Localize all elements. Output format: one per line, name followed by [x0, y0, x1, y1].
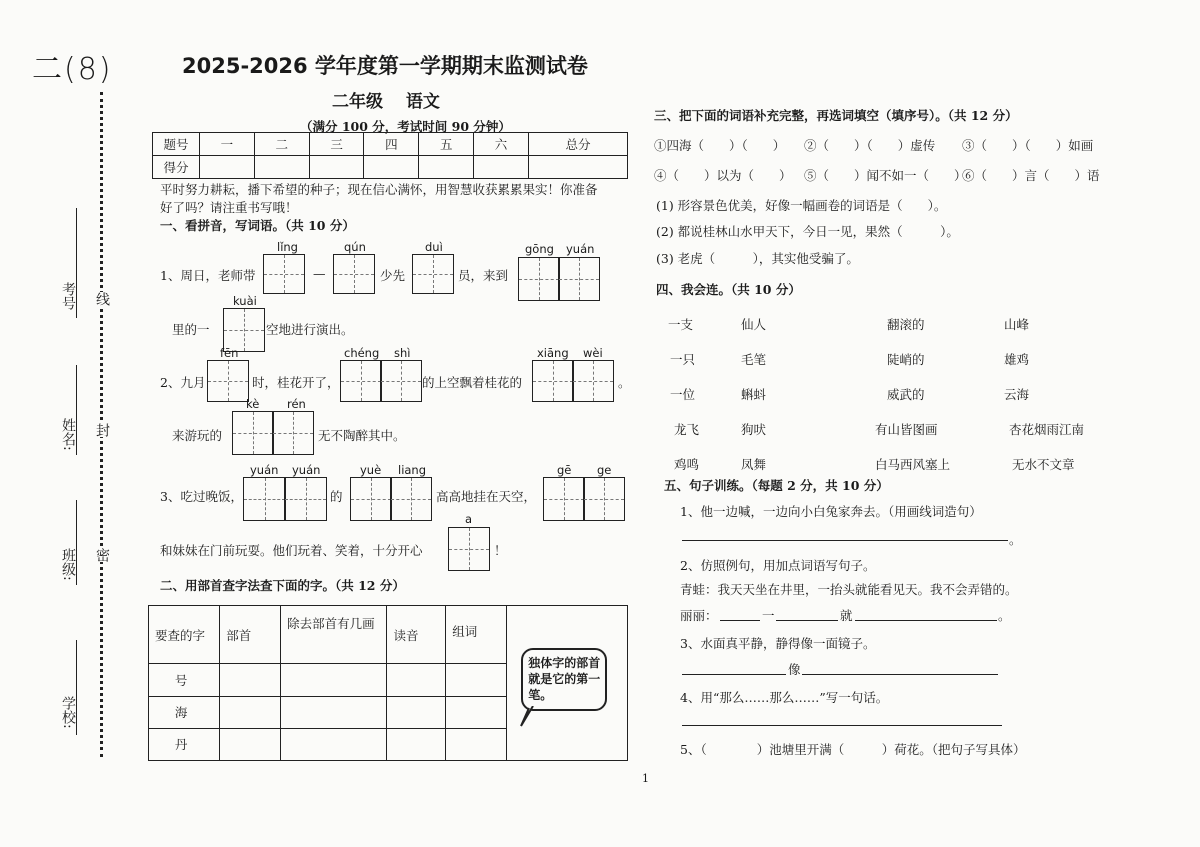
sec3-q1: (1) 形容景色优美，好像一幅画卷的词语是（ ）。	[656, 198, 947, 213]
lookup-header-cell: 要查的字	[149, 606, 220, 664]
tianzige-box[interactable]	[333, 254, 375, 294]
intro-line-1: 平时努力耕耘，播下希望的种子；现在信心满怀，用智慧收获累累果实！你准备	[160, 182, 598, 197]
idiom-5: ⑤（ ）闻不如一（ ）	[804, 168, 967, 183]
score-header-cell: 三	[309, 133, 364, 156]
label-xuexiao: 学校:	[60, 696, 76, 729]
q1-text-c: 员，来到	[458, 268, 509, 283]
pinyin: gē	[557, 463, 572, 477]
score-label-cell: 得分	[153, 156, 200, 179]
sec5-q1-period: 。	[1009, 532, 1022, 547]
lookup-header-row	[149, 606, 628, 664]
sec5-q2: 2、仿照例句，用加点词语写句子。	[680, 558, 876, 573]
match-col1-item[interactable]: 鸡鸣	[674, 457, 700, 472]
pinyin: liang	[398, 463, 427, 477]
pinyin: ge	[597, 463, 612, 477]
grade-subject: 二年级 语文	[332, 92, 440, 112]
q3-text-e: ！	[494, 543, 507, 558]
pinyin: wèi	[583, 346, 603, 360]
pinyin: a	[465, 512, 473, 526]
q1-text-b: 少先	[380, 268, 406, 283]
lookup-answer-cell[interactable]	[446, 696, 507, 728]
speech-bubble-text: 独体字的部首就是它的第一笔。	[528, 656, 601, 703]
score-header-cell: 四	[364, 133, 419, 156]
score-table	[152, 132, 628, 179]
tianzige-box[interactable]	[572, 360, 614, 402]
match-col4-item[interactable]: 无水不文章	[1012, 457, 1075, 472]
lookup-answer-cell[interactable]	[281, 728, 387, 760]
q2-text-e: 来游玩的	[172, 428, 223, 443]
seal-xian: 线	[94, 292, 110, 306]
lookup-char-cell: 号	[149, 664, 220, 696]
pinyin: chéng	[344, 346, 380, 360]
pinyin: shì	[394, 346, 411, 360]
q1-text-e: 空地进行演出。	[266, 322, 354, 337]
lookup-answer-cell[interactable]	[281, 664, 387, 696]
match-col3-item[interactable]: 翻滚的	[887, 317, 925, 332]
exam-title: 2025-2026 学年度第一学期期末监测试卷	[182, 54, 588, 78]
score-header-cell: 一	[200, 133, 255, 156]
sec5-q1: 1、他一边喊，一边向小白兔家奔去。（用画线词造句）	[680, 504, 982, 519]
pinyin: fēn	[220, 346, 239, 360]
match-col3-item[interactable]: 威武的	[887, 387, 925, 402]
lookup-answer-cell[interactable]	[446, 728, 507, 760]
idiom-2: ②（ ）（ ）虚传	[804, 138, 936, 153]
sec5-q2-fill-a: 丽丽：	[680, 608, 718, 623]
lookup-answer-cell[interactable]	[220, 696, 281, 728]
pinyin: yuán	[566, 242, 595, 256]
score-header-row	[153, 133, 628, 156]
tianzige-box[interactable]	[243, 477, 286, 521]
lookup-answer-cell[interactable]	[220, 664, 281, 696]
xuexiao-underline	[76, 640, 77, 735]
q3-text-c: 高高地挂在天空，	[436, 489, 537, 504]
match-col3-item[interactable]: 有山皆图画	[875, 422, 938, 437]
match-col1-item[interactable]: 一支	[668, 317, 694, 332]
sec3-q2: (2) 都说桂林山水甲天下，今日一见，果然（ ）。	[656, 224, 959, 239]
q2-text-d: 。	[618, 375, 631, 390]
sec5-q5: 5、（ ）池塘里开满（ ）荷花。（把句子写具体）	[680, 742, 1026, 757]
seal-feng: 封	[94, 423, 110, 437]
corner-handwritten-mark: 二(8)	[32, 52, 113, 87]
sec5-q2-fill-c: 就	[840, 608, 853, 623]
q1-dash: —	[313, 266, 326, 281]
radical-lookup-table	[148, 605, 628, 761]
match-col4-item[interactable]: 云海	[1004, 387, 1030, 402]
q3-text-b: 的	[330, 489, 343, 504]
label-kaohao: 考号	[60, 282, 76, 310]
kaohao-underline	[76, 208, 77, 318]
tianzige-box[interactable]	[583, 477, 625, 521]
tianzige-box[interactable]	[272, 411, 314, 455]
q2-text-c: 的上空飘着桂花的	[422, 375, 523, 390]
intro-line-2: 好了吗？请注重书写哦！	[160, 200, 298, 215]
score-input-cell[interactable]	[254, 156, 309, 179]
answer-line[interactable]	[682, 725, 1002, 726]
tianzige-box[interactable]	[263, 254, 305, 294]
sec5-q3-fill: 像	[788, 662, 801, 677]
tianzige-box[interactable]	[390, 477, 432, 521]
lookup-bubble-cell	[507, 606, 628, 761]
pinyin: kè	[246, 397, 260, 411]
match-col2-item[interactable]: 仙人	[741, 317, 767, 332]
lookup-char-cell: 海	[149, 696, 220, 728]
lookup-header-cell	[281, 606, 387, 664]
section-4-title: 四、我会连。（共 10 分）	[656, 282, 801, 297]
section-1-title: 一、看拼音，写词语。（共 10 分）	[160, 218, 355, 233]
sec5-q3: 3、水面真平静，静得像一面镜子。	[680, 636, 876, 651]
section-3-title: 三、把下面的词语补充完整，再选词填空（填序号）。（共 12 分）	[654, 108, 1018, 123]
pinyin: rén	[287, 397, 306, 411]
match-col2-item[interactable]: 蝌蚪	[741, 387, 767, 402]
tianzige-box[interactable]	[207, 360, 249, 402]
tianzige-box[interactable]	[284, 477, 327, 521]
match-col3-item[interactable]: 白马西风塞上	[875, 457, 951, 472]
lookup-answer-cell[interactable]	[387, 664, 446, 696]
exam-note: （满分 100 分，考试时间 90 分钟）	[300, 119, 511, 134]
match-col1-item[interactable]: 一只	[670, 352, 696, 367]
sec5-q2-fill-b: 一	[762, 608, 775, 623]
q2-text-b: 时，桂花开了，	[252, 375, 340, 390]
lookup-char-cell: 丹	[149, 728, 220, 760]
q2-text-a: 2、九月	[160, 375, 206, 390]
match-col2-item[interactable]: 毛笔	[741, 352, 767, 367]
pinyin: yuán	[250, 463, 279, 477]
tianzige-box[interactable]	[340, 360, 382, 402]
lookup-header-cell: 读音	[387, 606, 446, 664]
sec5-q4: 4、用“那么……那么……”写一句话。	[680, 690, 889, 705]
tianzige-box[interactable]	[448, 527, 490, 571]
sec3-q3: (3) 老虎（ ），其实他受骗了。	[656, 251, 859, 266]
answer-line[interactable]	[682, 540, 1008, 541]
lookup-header-text: 除去部首有几画	[287, 616, 375, 631]
pinyin: yuán	[292, 463, 321, 477]
tianzige-box[interactable]	[518, 257, 560, 301]
sec5-q2-example: 青蛙：我天天坐在井里，一抬头就能看见天。我不会弄错的。	[680, 582, 1018, 597]
score-input-cell[interactable]	[474, 156, 529, 179]
lookup-answer-cell[interactable]	[220, 728, 281, 760]
tianzige-box[interactable]	[350, 477, 392, 521]
score-header-cell: 二	[254, 133, 309, 156]
answer-line[interactable]	[802, 674, 998, 675]
q3-text-d: 和妹妹在门前玩耍。他们玩着、笑着，十分开心	[160, 543, 423, 558]
label-banji: 班级:	[60, 548, 76, 581]
answer-line[interactable]	[682, 674, 786, 675]
q2-text-f: 无不陶醉其中。	[318, 428, 406, 443]
label-xingming: 姓名:	[60, 418, 76, 451]
speech-bubble-tail	[519, 706, 539, 728]
pinyin: lǐng	[277, 240, 298, 254]
answer-line[interactable]	[720, 620, 760, 621]
tianzige-box[interactable]	[532, 360, 574, 402]
score-header-cell: 六	[474, 133, 529, 156]
pinyin: gōng	[525, 242, 554, 256]
match-col1-item[interactable]: 龙飞	[674, 422, 700, 437]
sec5-q2-period: 。	[998, 608, 1011, 623]
tianzige-box[interactable]	[412, 254, 454, 294]
page-number: 1	[642, 772, 649, 785]
section-2-title: 二、用部首查字法查下面的字。（共 12 分）	[160, 578, 405, 593]
answer-line[interactable]	[776, 620, 838, 621]
xingming-underline	[76, 365, 77, 455]
pinyin: duì	[425, 240, 443, 254]
pinyin: qún	[344, 240, 366, 254]
match-col2-item[interactable]: 狗吠	[741, 422, 767, 437]
answer-line[interactable]	[855, 620, 997, 621]
match-col1-item[interactable]: 一位	[670, 387, 696, 402]
pinyin: yuè	[360, 463, 382, 477]
banji-underline	[76, 500, 77, 585]
score-input-cell[interactable]	[364, 156, 419, 179]
idiom-6: ⑥（ ）言（ ）语	[962, 168, 1100, 183]
score-input-cell[interactable]	[419, 156, 474, 179]
score-header-cell: 五	[419, 133, 474, 156]
q1-text-a: 1、周日，老师带	[160, 268, 256, 283]
score-input-cell[interactable]	[528, 156, 627, 179]
score-input-cell[interactable]	[309, 156, 364, 179]
idiom-3: ③（ ）（ ）如画	[962, 138, 1094, 153]
seal-mi: 密	[94, 548, 110, 562]
speech-bubble	[521, 648, 607, 711]
q3-text-a: 3、吃过晚饭，	[160, 489, 243, 504]
lookup-answer-cell[interactable]	[387, 728, 446, 760]
idiom-1: ①四海（ ）（ ）	[654, 138, 786, 153]
score-header-cell: 题号	[153, 133, 200, 156]
tianzige-box[interactable]	[380, 360, 422, 402]
match-col4-item[interactable]: 杏花烟雨江南	[1009, 422, 1085, 437]
idiom-4: ④（ ）以为（ ）	[654, 168, 792, 183]
lookup-answer-cell[interactable]	[281, 696, 387, 728]
lookup-header-cell: 组词	[446, 606, 507, 664]
match-col3-item[interactable]: 陡峭的	[887, 352, 925, 367]
q1-text-d: 里的一	[172, 322, 210, 337]
match-col2-item[interactable]: 凤舞	[741, 457, 767, 472]
tianzige-box[interactable]	[558, 257, 600, 301]
score-header-cell: 总分	[528, 133, 627, 156]
lookup-header-cell: 部首	[220, 606, 281, 664]
lookup-answer-cell[interactable]	[446, 664, 507, 696]
tianzige-box[interactable]	[232, 411, 274, 455]
score-value-row	[153, 156, 628, 179]
section-5-title: 五、句子训练。（每题 2 分，共 10 分）	[664, 478, 889, 493]
tianzige-box[interactable]	[543, 477, 585, 521]
match-col4-item[interactable]: 雄鸡	[1004, 352, 1030, 367]
pinyin: xiāng	[537, 346, 569, 360]
score-input-cell[interactable]	[200, 156, 255, 179]
lookup-answer-cell[interactable]	[387, 696, 446, 728]
match-col4-item[interactable]: 山峰	[1004, 317, 1030, 332]
pinyin: kuài	[233, 294, 257, 308]
